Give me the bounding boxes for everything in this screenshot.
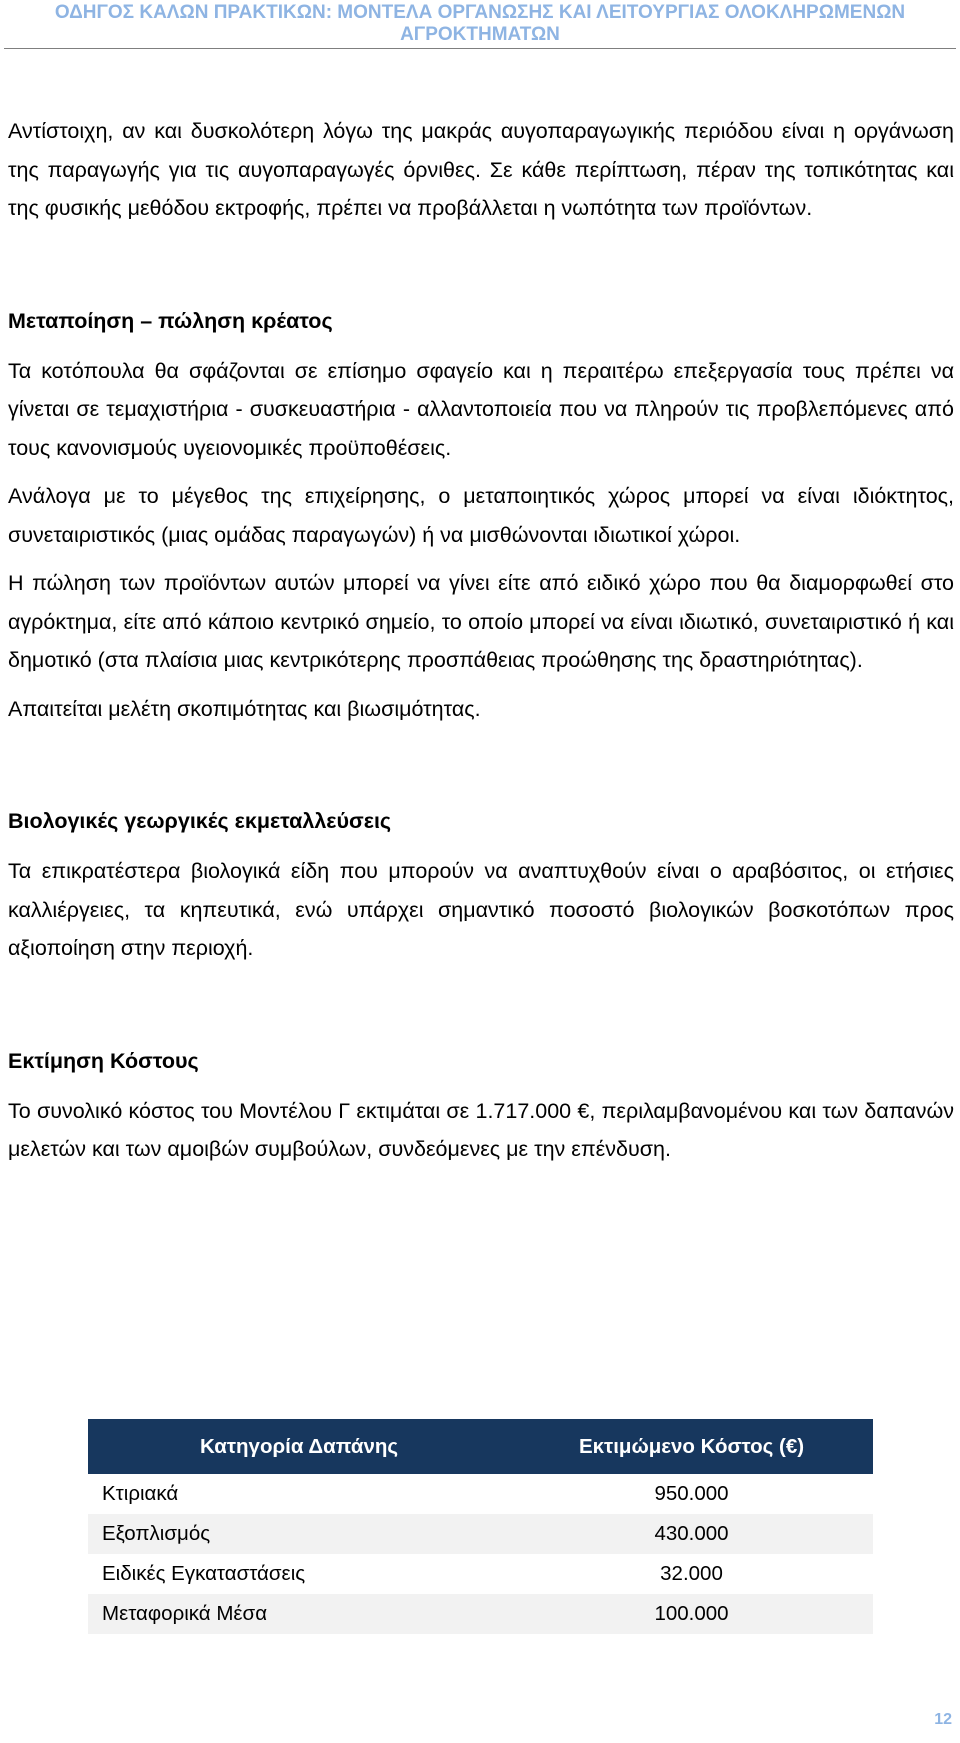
organic-paragraph: Τα επικρατέστερα βιολογικά είδη που μπορούν να αναπτυχθούν είναι ο αραβόσιτος, οι ετήσιες καλλιέργειες, τα κηπευτικά, ενώ υπάρχει σημαντικό ποσοστό βιολογικών βοσκοτόπων προς αξιοποίηση στην περιοχή. (8, 859, 954, 960)
meat-paragraph-1: Τα κοτόπουλα θα σφάζονται σε επίσημο σφαγείο και η περαιτέρω επεξεργασία τους πρέπει να γίνεται σε τεμαχιστήρια - συσκευαστήρια - αλλαντοποιεία που να πληρούν τις προβλεπόμενες από τους κανονισμούς υγειονομικές προϋποθέσεις. (8, 358, 954, 460)
cost-cell: 100.000 (510, 1594, 873, 1634)
cost-cell: 950.000 (654, 1482, 729, 1505)
running-header-line-2: ΑΓΡΟΚΤΗΜΑΤΩΝ (400, 24, 560, 45)
column-header-category: Κατηγορία Δαπάνης (88, 1419, 510, 1474)
column-header-cost: Εκτιμώμενο Κόστος (€) (510, 1419, 873, 1474)
running-header-line-1: ΟΔΗΓΟΣ ΚΑΛΩΝ ΠΡΑΚΤΙΚΩΝ: ΜΟΝΤΕΛΑ ΟΡΓΑΝΩΣΗΣ ΚΑΙ ΛΕΙΤΟΥΡΓΙΑΣ ΟΛΟΚΛΗΡΩΜΕΝΩΝ (54, 2, 906, 23)
intro-paragraph: Αντίστοιχη, αν και δυσκολότερη λόγω της μακράς αυγοπαραγωγικής περιόδου είναι η οργάνωση της παραγωγής για τις αυγοπαραγωγές όρνιθες. Σε κάθε περίπτωση, πέραν της τοπικότητας και της φυσικής μεθόδου εκτροφής, πρέπει να προβάλλεται η νωπότητα των προϊόντων. (8, 119, 954, 220)
category-cell: Μεταφορικά Μέσα (88, 1594, 510, 1634)
cost-table-container (88, 1419, 873, 1634)
category-cell: Εξοπλισμός (88, 1514, 510, 1554)
meat-paragraph-2: Ανάλογα με το μέγεθος της επιχείρησης, ο μεταποιητικός χώρος μπορεί να είναι ιδιόκτητος, συνεταιριστικός (μιας ομάδας παραγωγών) ή να μισθώνονται ιδιωτικοί χώροι. (8, 484, 954, 547)
section-heading-cost: Εκτίμηση Κόστους (8, 1048, 199, 1073)
section-heading-meat: Μεταποίηση – πώληση κρέατος (8, 308, 333, 333)
section-heading-organic: Βιολογικές γεωργικές εκμεταλλεύσεις (8, 809, 392, 833)
page-number: 12 (934, 1711, 952, 1728)
meat-paragraph-3: Η πώληση των προϊόντων αυτών μπορεί να γίνει είτε από ειδικό χώρο που θα διαμορφωθεί στο αγρόκτημα, είτε από κάποιο κεντρικό σημείο, το οποίο μπορεί να είναι ιδιωτικό, συνεταιριστικό ή και δημοτικό (στα πλαίσια μιας κεντρικότερης προσπάθειας προώθησης της δραστηριότητας). (8, 571, 954, 672)
header-divider (4, 48, 956, 49)
table-row (88, 1554, 873, 1594)
running-header (0, 0, 960, 46)
table-row (88, 1594, 873, 1634)
table-row (88, 1514, 873, 1554)
cost-cell: 32.000 (660, 1562, 723, 1585)
page-body (8, 112, 954, 1169)
category-cell: Ειδικές Εγκαταστάσεις (102, 1562, 306, 1585)
cost-table-header-row (88, 1419, 873, 1474)
table-row (88, 1474, 873, 1514)
cost-cell: 430.000 (510, 1514, 873, 1554)
cost-paragraph: Το συνολικό κόστος του Μοντέλου Γ εκτιμάται σε 1.717.000 €, περιλαμβανομένου και των δαπανών μελετών και των αμοιβών συμβούλων, συνδεόμενες με την επένδυση. (8, 1098, 954, 1161)
cost-table (88, 1419, 873, 1634)
meat-paragraph-4: Απαιτείται μελέτη σκοπιμότητας και βιωσιμότητας. (8, 696, 481, 721)
category-cell: Κτιριακά (102, 1482, 179, 1505)
